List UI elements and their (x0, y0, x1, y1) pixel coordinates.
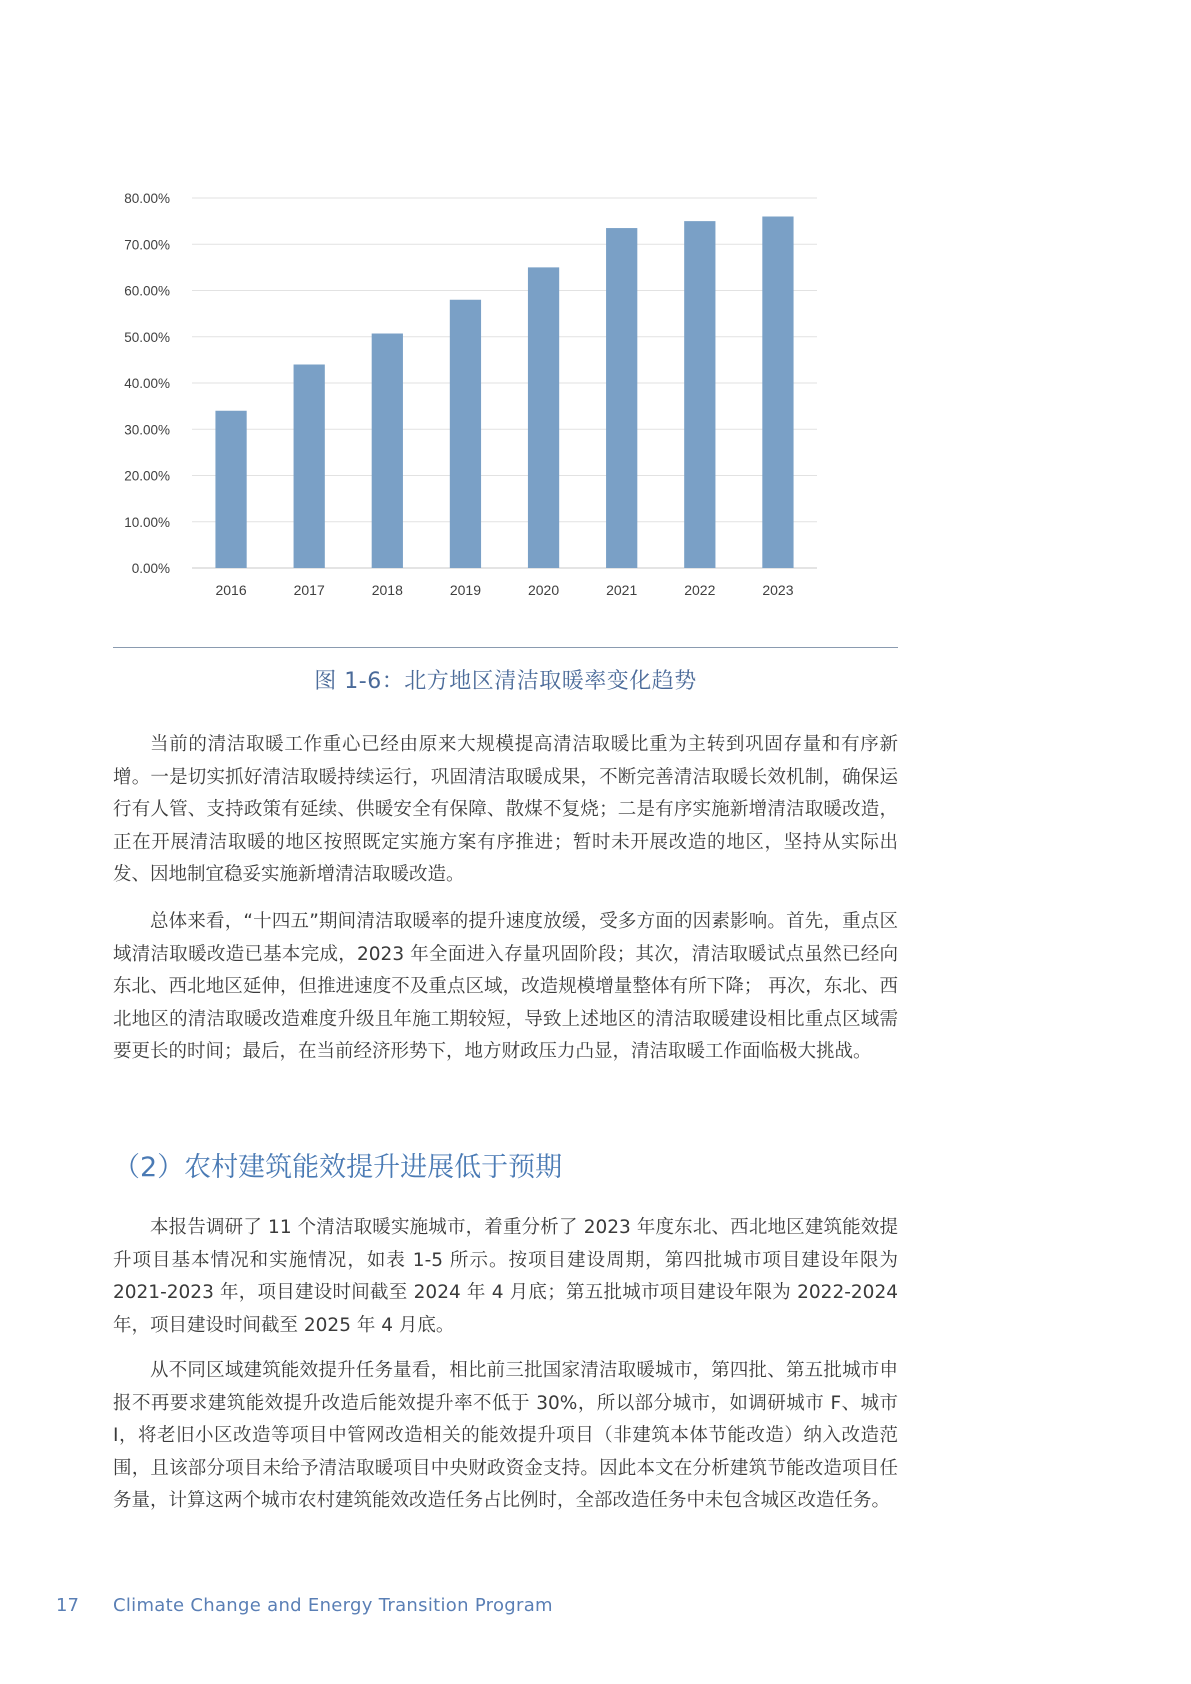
bar-chart (112, 178, 902, 608)
section-title: （2）农村建筑能效提升进展低于预期 (113, 1152, 563, 1183)
bar (372, 334, 403, 568)
y-tick-label: 50.00% (124, 329, 170, 345)
bar (606, 228, 637, 568)
figure-divider (113, 647, 898, 648)
bar (684, 221, 715, 568)
figure-caption: 图 1-6：北方地区清洁取暖率变化趋势 (314, 669, 697, 694)
x-tick-label: 2023 (762, 582, 794, 598)
bar (450, 300, 481, 568)
bar (294, 365, 325, 569)
bar (528, 267, 559, 568)
y-tick-label: 20.00% (124, 468, 170, 484)
y-tick-label: 70.00% (124, 237, 170, 253)
y-tick-label: 40.00% (124, 376, 170, 391)
x-tick-label: 2020 (527, 582, 560, 598)
x-tick-label: 2021 (606, 582, 638, 598)
bar (762, 217, 793, 569)
page-number: 17 (56, 1595, 79, 1616)
paragraph-4: 从不同区域建筑能效提升任务量看，相比前三批国家清洁取暖城市，第四批、第五批城市申报不再要求建筑能效提升改造后能效提升率不低于 30%，所以部分城市，如调研城市 F、城市 I，将老旧小区改造等项目中管网改造相关的能效提升项目（非建筑本体节能改造）纳入改造范围，且该部分项目未给予清洁取暖项目中央财政资金支持。因此本文在分析建筑节能改造项目任务量，计算这两个城市农村建筑能效改造任务占比例时，全部改造任务中未包含城区改造任务。 (113, 1360, 898, 1511)
program-name: Climate Change and Energy Transition Program (113, 1595, 553, 1616)
bar (215, 411, 246, 568)
y-tick-label: 30.00% (124, 422, 170, 438)
y-tick-label: 0.00% (131, 561, 170, 576)
paragraph-1: 当前的清洁取暖工作重心已经由原来大规模提高清洁取暖比重为主转到巩固存量和有序新增。一是切实抓好清洁取暖持续运行，巩固清洁取暖成果，不断完善清洁取暖长效机制，确保运行有人管、支持政策有延续、供暖安全有保障、散煤不复烧；二是有序实施新增清洁取暖改造，正在开展清洁取暖的地区按照既定实施方案有序推进；暂时未开展改造的地区，坚持从实际出发、因地制宜稳妥实施新增清洁取暖改造。 (113, 734, 898, 885)
x-tick-label: 2018 (371, 582, 403, 598)
chart-svg (112, 178, 902, 608)
y-tick-label: 80.00% (124, 191, 170, 206)
x-tick-label: 2022 (684, 582, 716, 598)
x-tick-label: 2019 (449, 582, 482, 598)
x-tick-label: 2016 (215, 582, 247, 598)
y-tick-label: 10.00% (124, 514, 170, 530)
y-tick-label: 60.00% (124, 283, 170, 299)
paragraph-3: 本报告调研了 11 个清洁取暖实施城市，着重分析了 2023 年度东北、西北地区建筑能效提升项目基本情况和实施情况，如表 1-5 所示。按项目建设周期，第四批城市项目建设年限为 2021-2023 年，项目建设时间截至 2024 年 4 月底；第五批城市项目建设年限为 2022-2024 年，项目建设时间截至 2025 年 4 月底。 (113, 1217, 898, 1336)
paragraph-2: 总体来看，“十四五”期间清洁取暖率的提升速度放缓，受多方面的因素影响。首先，重点区域清洁取暖改造已基本完成，2023 年全面进入存量巩固阶段；其次，清洁取暖试点虽然已经向东北、西北地区延伸，但推进速度不及重点区域，改造规模增量整体有所下降； 再次，东北、西北地区的清洁取暖改造难度升级且年施工期较短，导致上述地区的清洁取暖建设相比重点区域需要更长的时间；最后，在当前经济形势下，地方财政压力凸显，清洁取暖工作面临极大挑战。 (113, 911, 898, 1062)
x-tick-label: 2017 (293, 582, 325, 598)
